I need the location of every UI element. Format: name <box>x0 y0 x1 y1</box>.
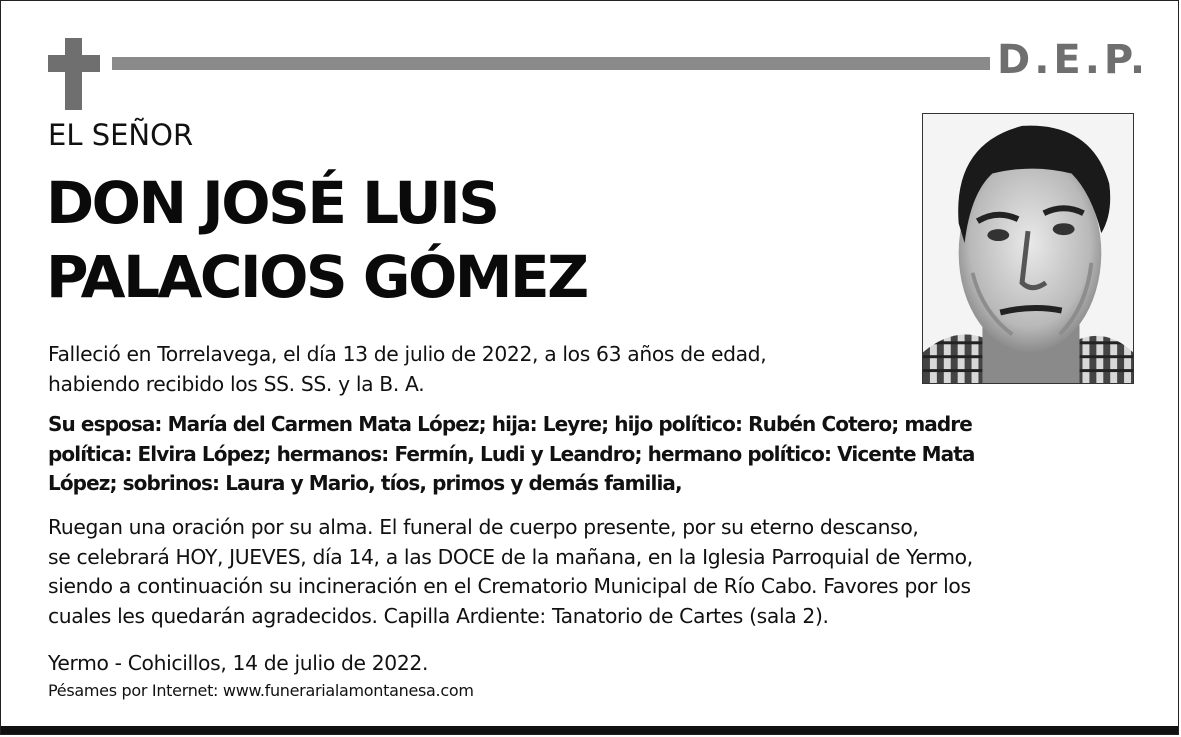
place-date: Yermo - Cohicillos, 14 de julio de 2022. <box>48 651 429 675</box>
footer-rule <box>1 726 1178 734</box>
funeral-details <box>48 513 1158 631</box>
dep-label: D.E.P. <box>997 37 1150 83</box>
death-details <box>48 340 908 399</box>
funeral-line: se celebrará HOY, JUEVES, día 14, a las DOCE de la mañana, en la Iglesia Parroquial de Yermo, <box>48 544 973 569</box>
header-rule <box>112 57 990 70</box>
deceased-portrait <box>922 113 1134 384</box>
family-list <box>48 410 1158 499</box>
funeral-line: Ruegan una oración por su alma. El funeral de cuerpo presente, por su eterno descanso, <box>48 515 919 539</box>
condolences-url: Pésames por Internet: www.funerarialamontanesa.com <box>48 681 474 700</box>
honorific: EL SEÑOR <box>48 118 194 152</box>
name-line: DON JOSÉ LUIS <box>46 169 498 237</box>
family-line: López; sobrinos: Laura y Mario, tíos, primos y demás familia, <box>48 471 682 495</box>
deceased-name <box>46 166 587 314</box>
funeral-line: cuales les quedarán agradecidos. Capilla Ardiente: Tanatorio de Cartes (sala 2). <box>48 603 829 628</box>
family-line: política: Elvira López; hermanos: Fermín, Ludi y Leandro; hermano político: Vicente Mata <box>48 441 975 466</box>
cross-icon <box>48 38 100 110</box>
death-line: habiendo recibido los SS. SS. y la B. A. <box>48 371 425 396</box>
family-line: Su esposa: María del Carmen Mata López; hija: Leyre; hijo político: Rubén Cotero; madre <box>48 412 972 436</box>
death-line: Falleció en Torrelavega, el día 13 de julio de 2022, a los 63 años de edad, <box>48 342 767 366</box>
funeral-line: siendo a continuación su incineración en el Crematorio Municipal de Río Cabo. Favores por los <box>48 574 971 598</box>
name-line: PALACIOS GÓMEZ <box>46 243 587 311</box>
